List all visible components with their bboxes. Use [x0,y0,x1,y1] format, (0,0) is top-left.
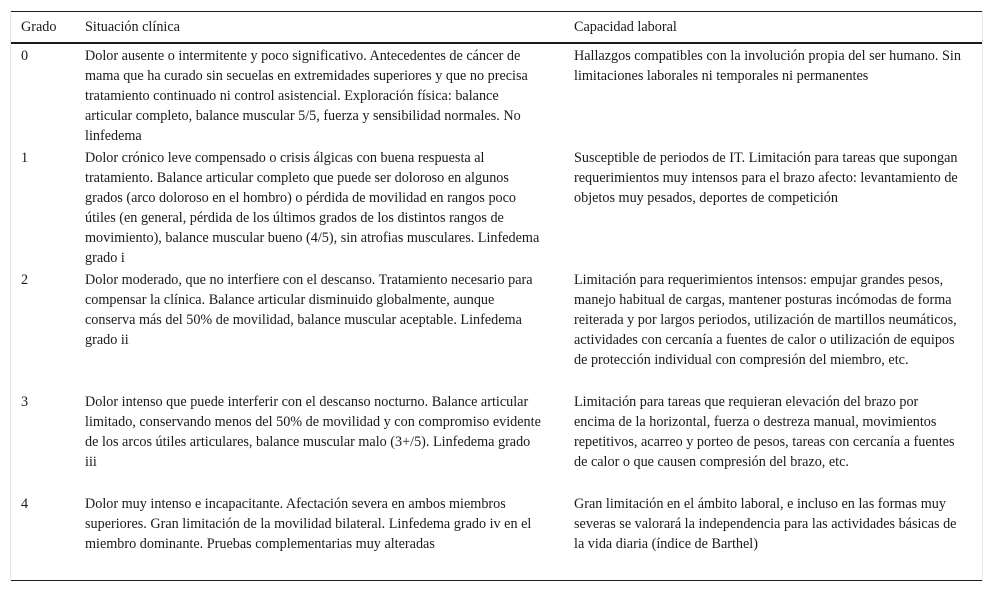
cell-capacidad-laboral: Susceptible de periodos de IT. Limitación para tareas que supongan requerimientos muy intensos para el brazo afecto: levantamiento de objetos muy pesados, deportes de competición [574,150,958,206]
cell-capacidad-laboral: Limitación para tareas que requieran elevación del brazo por encima de la horizontal, fuerza o destreza manual, movimientos repetitivos, acarreo y porteo de pesos, tareas con cercanía a fuentes de calor o que causen compresión del brazo, etc. [574,394,955,470]
header-situacion-clinica: Situación clínica [85,19,180,35]
header-capacidad-laboral: Capacidad laboral [574,19,677,35]
cell-capacidad-laboral: Gran limitación en el ámbito laboral, e incluso en las formas muy severas se valorará la independencia para las actividades básicas de la vida diaria (índice de Barthel) [574,496,957,552]
cell-grado: 0 [21,48,29,64]
table-row [11,390,982,492]
cell-grado: 1 [21,150,29,166]
cell-situacion-clinica: Dolor muy intenso e incapacitante. Afectación severa en ambos miembros superiores. Gran limitación de la movilidad bilateral. Linfedema grado iv en el miembro dominante. Pruebas complementarias muy alteradas [85,496,532,552]
cell-grado: 4 [21,496,29,512]
cell-grado: 3 [21,394,29,410]
cell-situacion-clinica: Dolor ausente o intermitente y poco significativo. Antecedentes de cáncer de mama que ha curado sin secuelas en extremidades superiores y que no precisa tratamiento continuado ni control asistencial. Exploración física: balance articular completo, balance muscular 5/5, fuerza y sensibilidad normales. No linfedema [85,48,528,144]
grading-table-container [10,11,983,581]
header-row [11,12,982,44]
cell-situacion-clinica: Dolor crónico leve compensado o crisis álgicas con buena respuesta al tratamiento. Balance articular completo que puede ser doloroso en algunos grados (arco doloroso en el hombro) o pérdida de movilidad en rangos poco útiles (en general, pérdida de los últimos grados de los distintos rangos de movimiento), balance muscular bueno (4/5), sin atrofias musculares. Linfedema grado i [85,150,540,266]
table-row [11,268,982,390]
header-grado: Grado [21,19,57,35]
grading-table [11,11,982,581]
cell-situacion-clinica: Dolor intenso que puede interferir con el descanso nocturno. Balance articular limitado, conservando menos del 50% de movilidad y con compromiso evidente de los arcos útiles articulares, balance muscular malo (3+/5). Linfedema grado iii [85,394,541,470]
cell-grado: 2 [21,272,29,288]
table-row [11,146,982,268]
table-body [11,43,982,581]
table-header [11,12,982,44]
table-row [11,492,982,581]
cell-capacidad-laboral: Limitación para requerimientos intensos: empujar grandes pesos, manejo habitual de cargas, mantener posturas incómodas de forma reiterada y por largos periodos, utilización de martillos neumáticos, actividades con cercanía a fuentes de calor o utilización de equipos de protección individual con compresión del miembro, etc. [574,272,957,368]
table-row [11,43,982,146]
cell-capacidad-laboral: Hallazgos compatibles con la involución propia del ser humano. Sin limitaciones laborales ni temporales ni permanentes [574,48,961,84]
cell-situacion-clinica: Dolor moderado, que no interfiere con el descanso. Tratamiento necesario para compensar la clínica. Balance articular disminuido globalmente, aunque conserva más del 50% de movilidad, balance muscular aceptable. Linfedema grado ii [85,272,533,348]
